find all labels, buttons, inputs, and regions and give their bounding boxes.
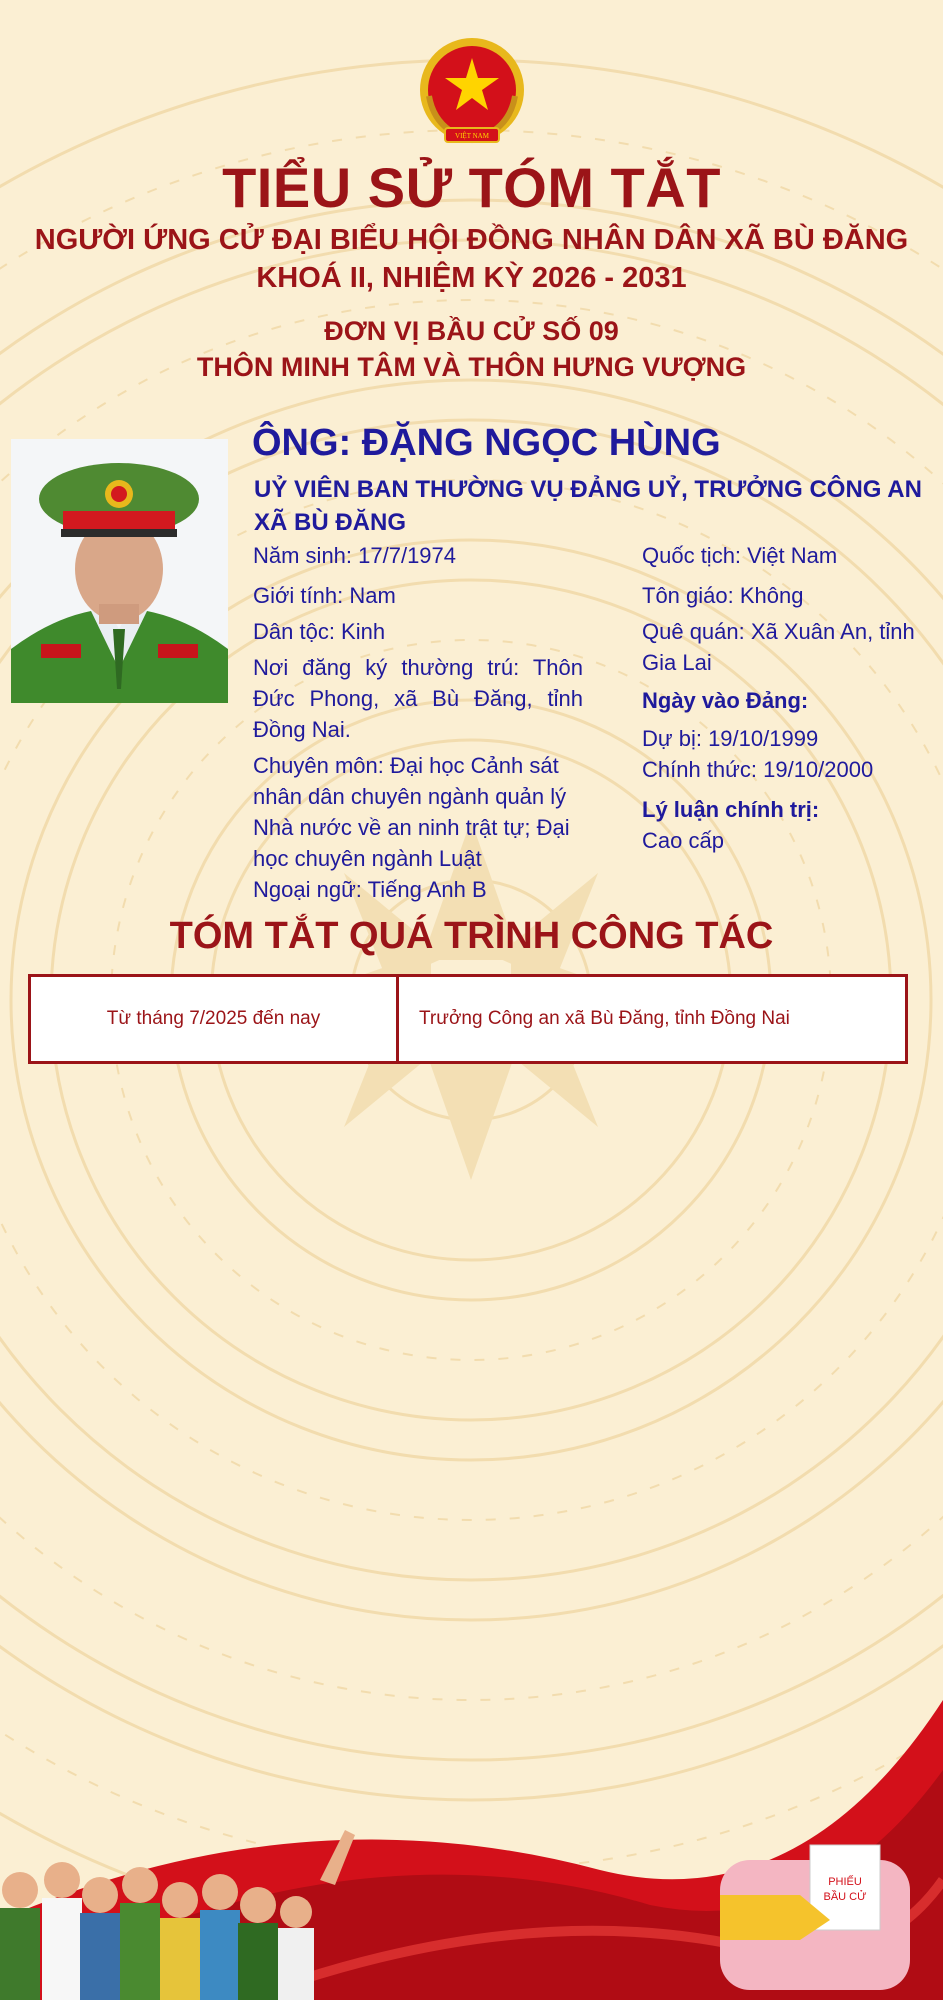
footer-decoration [0,1680,943,2000]
ethnicity-info: Dân tộc: Kinh [253,619,386,644]
subtitle-line-1: NGƯỜI ỨNG CỬ ĐẠI BIỂU HỘI ĐỒNG NHÂN DÂN XÃ BÙ ĐĂNG [34,224,909,256]
politics-heading: Lý luận chính trị: [642,797,820,822]
subtitle-line-2: KHOÁ II, NHIỆM KỲ 2026 - 2031 [256,262,687,294]
work-history-table [28,974,908,1064]
page-title: TIỂU SỬ TÓM TẮT [222,156,721,219]
residence-info: Nơi đăng ký thường trú: Thôn Đức Phong, xã Bù Đăng, tỉnh Đồng Nai. [253,655,583,742]
nationality-info: Quốc tịch: Việt Nam [642,543,838,568]
politics-value: Cao cấp [642,828,724,853]
party-heading: Ngày vào Đảng: [642,688,809,713]
electoral-area: THÔN MINH TÂM VÀ THÔN HƯNG VƯỢNG [196,352,747,382]
emblem-text: VIỆT NAM [455,132,489,140]
ballot-box-icon [720,1845,910,1990]
info-right-column [642,540,938,856]
hometown-info: Quê quán: Xã Xuân An, tỉnh Gia Lai [642,619,915,675]
specialty-info: Chuyên môn: Đại học Cảnh sát nhân dân chuyên ngành quản lý Nhà nước về an ninh trật tự; Đại học chuyên ngành Luật [253,753,570,871]
candidate-photo [11,439,228,703]
language-info: Ngoại ngữ: Tiếng Anh B [253,877,487,902]
party-reserve-date: Dự bị: 19/10/1999 [642,726,819,751]
work-period-cell: Từ tháng 7/2025 đến nay [31,977,399,1061]
ballot-text-1: PHIẾU [828,1876,862,1888]
national-emblem-icon [415,36,529,150]
candidate-name: ÔNG: ĐẶNG NGỌC HÙNG [252,422,721,464]
religion-info: Tôn giáo: Không [642,583,804,608]
candidate-role: UỶ VIÊN BAN THƯỜNG VỤ ĐẢNG UỶ, TRƯỞNG CÔNG AN XÃ BÙ ĐĂNG [254,476,922,536]
work-position-cell: Trưởng Công an xã Bù Đăng, tỉnh Đồng Nai [419,1008,790,1029]
ballot-text-2: BẦU CỬ [823,1891,867,1903]
party-official-date: Chính thức: 19/10/2000 [642,757,874,782]
info-left-column [253,540,583,905]
electoral-unit: ĐƠN VỊ BẦU CỬ SỐ 09 [324,316,619,346]
work-history-title: TÓM TẮT QUÁ TRÌNH CÔNG TÁC [169,915,774,957]
gender-info: Giới tính: Nam [253,583,396,608]
birth-info: Năm sinh: 17/7/1974 [253,543,457,568]
